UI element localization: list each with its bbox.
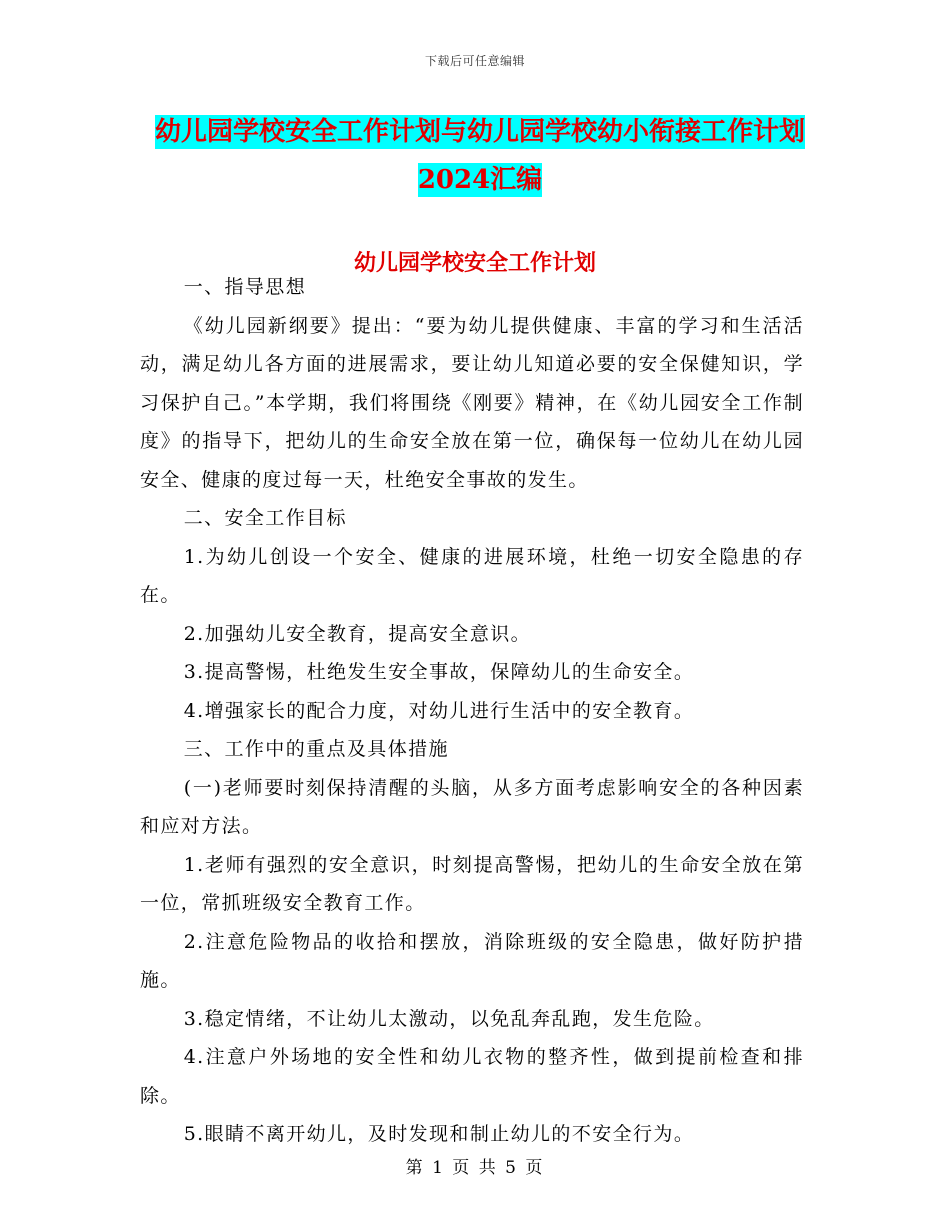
measure-item-4: 4.注意户外场地的安全性和幼儿衣物的整齐性，做到提前检查和排除。 bbox=[140, 1046, 804, 1107]
section-title: 幼儿园学校安全工作计划 bbox=[353, 250, 596, 276]
document-title-text: 幼儿园学校安全工作计划与幼儿园学校幼小衔接工作计划2024汇编 bbox=[154, 117, 805, 195]
goal-item-2: 2.加强幼儿安全教育，提高安全意识。 bbox=[183, 622, 532, 645]
measure-item-3: 3.稳定情绪，不让幼儿太激动，以免乱奔乱跑，发生危险。 bbox=[183, 1007, 715, 1030]
goal-item-3: 3.提高警惕，杜绝发生安全事故，保障幼儿的生命安全。 bbox=[183, 661, 695, 683]
page-number-footer: 第 1 页 共 5 页 bbox=[405, 1158, 545, 1178]
measure-subheading-1: (一)老师要时刻保持清醒的头脑，从多方面考虑影响安全的各种因素和应对方法。 bbox=[140, 776, 804, 837]
page-header-note: 下载后可任意编辑 bbox=[424, 54, 525, 68]
paragraph-guiding-ideology: 《幼儿园新纲要》提出：“要为幼儿提供健康、丰富的学习和生活活动，满足幼儿各方面的进展需求，要让幼儿知道必要的安全保健知识，学习保护自己。”本学期，我们将围绕《刚要》精神，在《幼儿园安全工作制度》的指导下，把幼儿的生命安全放在第一位，确保每一位幼儿在幼儿园安全、健康的度过每一天，杜绝安全事故的发生。 bbox=[140, 314, 804, 491]
measure-item-2: 2.注意危险物品的收拾和摆放，消除班级的安全隐患，做好防护措施。 bbox=[140, 930, 804, 991]
goal-item-1: 1.为幼儿创设一个安全、健康的进展环境，杜绝一切安全隐患的存在。 bbox=[140, 545, 804, 606]
measure-item-5: 5.眼睛不离开幼儿，及时发现和制止幼儿的不安全行为。 bbox=[183, 1123, 695, 1145]
document-title bbox=[140, 108, 820, 204]
heading-guiding-ideology: 一、指导思想 bbox=[183, 276, 307, 298]
measure-item-1: 1.老师有强烈的安全意识，时刻提高警惕，把幼儿的生命安全放在第一位，常抓班级安全教育工作。 bbox=[140, 853, 804, 914]
heading-safety-goals: 二、安全工作目标 bbox=[183, 507, 347, 529]
document-body bbox=[140, 268, 804, 1154]
heading-key-measures: 三、工作中的重点及具体措施 bbox=[183, 738, 449, 760]
goal-item-4: 4.增强家长的配合力度，对幼儿进行生活中的安全教育。 bbox=[183, 699, 695, 722]
